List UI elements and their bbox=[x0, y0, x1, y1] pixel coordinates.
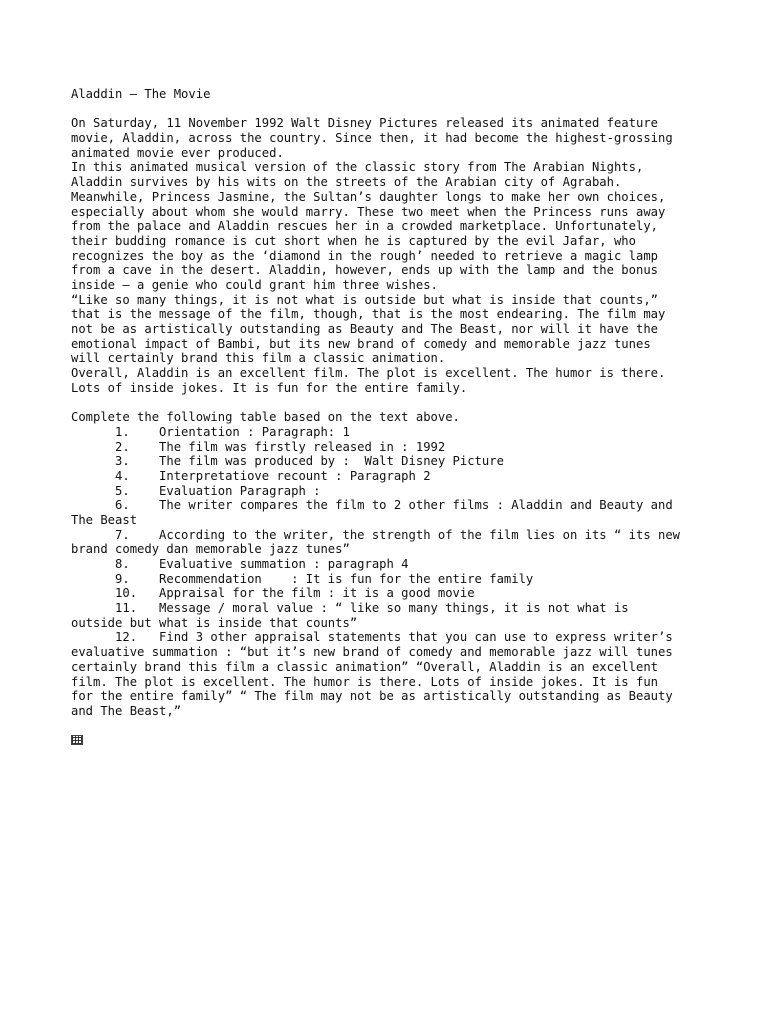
list-item bbox=[71, 572, 701, 587]
list-item bbox=[71, 557, 701, 572]
paragraph-2 bbox=[71, 160, 701, 292]
list-item-text: evaluative summation : “but it’s new brand of comedy and memorable jazz will tunes bbox=[71, 645, 673, 660]
paragraph-line: inside – a genie who could grant him three wishes. bbox=[71, 277, 438, 292]
paragraph-line: emotional impact of Bambi, but its new brand of comedy and memorable jazz tunes bbox=[71, 336, 651, 351]
paragraph-line: Aladdin survives by his wits on the streets of the Arabian city of Agrabah. bbox=[71, 175, 622, 190]
paragraph-line: that is the message of the film, though, that is the most endearing. The film may bbox=[71, 307, 666, 322]
paragraph-line: recognizes the boy as the ‘diamond in the rough’ needed to retrieve a magic lamp bbox=[71, 248, 658, 263]
list-item bbox=[71, 440, 701, 455]
list-item-text: and The Beast,” bbox=[71, 703, 182, 718]
paragraph-1 bbox=[71, 116, 701, 160]
paragraph-4 bbox=[71, 366, 701, 395]
list-item-text: 9. Recommendation : It is fun for the entire family bbox=[71, 571, 534, 586]
list-item bbox=[71, 425, 701, 440]
list-item bbox=[71, 528, 701, 557]
list-item-text: 12. Find 3 other appraisal statements that you can use to express writer’s bbox=[71, 630, 673, 645]
list-item bbox=[71, 484, 701, 499]
list-item-text: for the entire family” “ The film may not be as artistically outstanding as Beauty bbox=[71, 689, 673, 704]
list-item-text: 1. Orientation : Paragraph: 1 bbox=[71, 424, 350, 439]
paragraph-line: from a cave in the desert. Aladdin, however, ends up with the lamp and the bonus bbox=[71, 263, 658, 278]
paragraph-line: Lots of inside jokes. It is fun for the entire family. bbox=[71, 380, 468, 395]
list-item-text: brand comedy dan memorable jazz tunes” bbox=[71, 542, 350, 557]
list-item-text: 2. The film was firstly released in : 1992 bbox=[71, 439, 446, 454]
instruction-text: Complete the following table based on the text above. bbox=[71, 410, 460, 425]
list-item-text: 6. The writer compares the film to 2 other films : Aladdin and Beauty and bbox=[71, 498, 673, 513]
list-item-text: 3. The film was produced by : Walt Disney Picture bbox=[71, 454, 504, 469]
list-item-text: 11. Message / moral value : “ like so many things, it is not what is bbox=[71, 601, 629, 616]
paragraph-line: from the palace and Aladdin rescues her in a crowded marketplace. Unfortunately, bbox=[71, 219, 658, 234]
list-item-text: 8. Evaluative summation : paragraph 4 bbox=[71, 557, 409, 571]
document-title: Aladdin – The Movie bbox=[71, 87, 211, 101]
paragraph-line: their budding romance is cut short when he is captured by the evil Jafar, who bbox=[71, 233, 636, 248]
paragraph-line: On Saturday, 11 November 1992 Walt Disney Pictures released its animated feature bbox=[71, 116, 658, 131]
list-item bbox=[71, 454, 701, 469]
list-item-text: film. The plot is excellent. The humor is there. Lots of inside jokes. It is fun bbox=[71, 674, 658, 689]
paragraph-3 bbox=[71, 293, 701, 366]
blank-line bbox=[71, 102, 701, 117]
paragraph-line: animated movie ever produced. bbox=[71, 145, 284, 160]
answer-list bbox=[71, 425, 701, 719]
paragraph-line: not be as artistically outstanding as Beauty and The Beast, nor will it have the bbox=[71, 322, 658, 336]
list-item bbox=[71, 498, 701, 527]
paragraph-line: will certainly brand this film a classic animation. bbox=[71, 351, 446, 366]
list-item-text: 4. Interpretatiove recount : Paragraph 2 bbox=[71, 468, 431, 483]
blank-line bbox=[71, 719, 701, 734]
paragraph-line: Overall, Aladdin is an excellent film. The plot is excellent. The humor is there. bbox=[71, 366, 666, 381]
list-item bbox=[71, 601, 701, 630]
list-item bbox=[71, 586, 701, 601]
unknown-glyph-icon bbox=[71, 735, 83, 745]
list-item-text: certainly brand this film a classic animation” “Overall, Aladdin is an excellent bbox=[71, 659, 658, 674]
list-item bbox=[71, 630, 701, 718]
list-item-text: The Beast bbox=[71, 512, 138, 527]
list-item bbox=[71, 469, 701, 484]
blank-line bbox=[71, 395, 701, 410]
paragraph-line: Meanwhile, Princess Jasmine, the Sultan’s daughter longs to make her own choices, bbox=[71, 189, 666, 204]
paragraph-line: In this animated musical version of the classic story from The Arabian Nights, bbox=[71, 160, 644, 175]
paragraph-line: especially about whom she would marry. These two meet when the Princess runs away bbox=[71, 204, 666, 219]
list-item-text: 5. Evaluation Paragraph : bbox=[71, 483, 321, 498]
list-item-text: outside but what is inside that counts” bbox=[71, 615, 358, 630]
document-body bbox=[71, 87, 701, 749]
list-item-text: 7. According to the writer, the strength of the film lies on its “ its new bbox=[71, 527, 681, 542]
paragraph-line: “Like so many things, it is not what is outside but what is inside that counts,” bbox=[71, 292, 658, 307]
paragraph-line: movie, Aladdin, across the country. Since then, it had become the highest-grossing bbox=[71, 131, 673, 146]
list-item-text: 10. Appraisal for the film : it is a good movie bbox=[71, 586, 475, 601]
